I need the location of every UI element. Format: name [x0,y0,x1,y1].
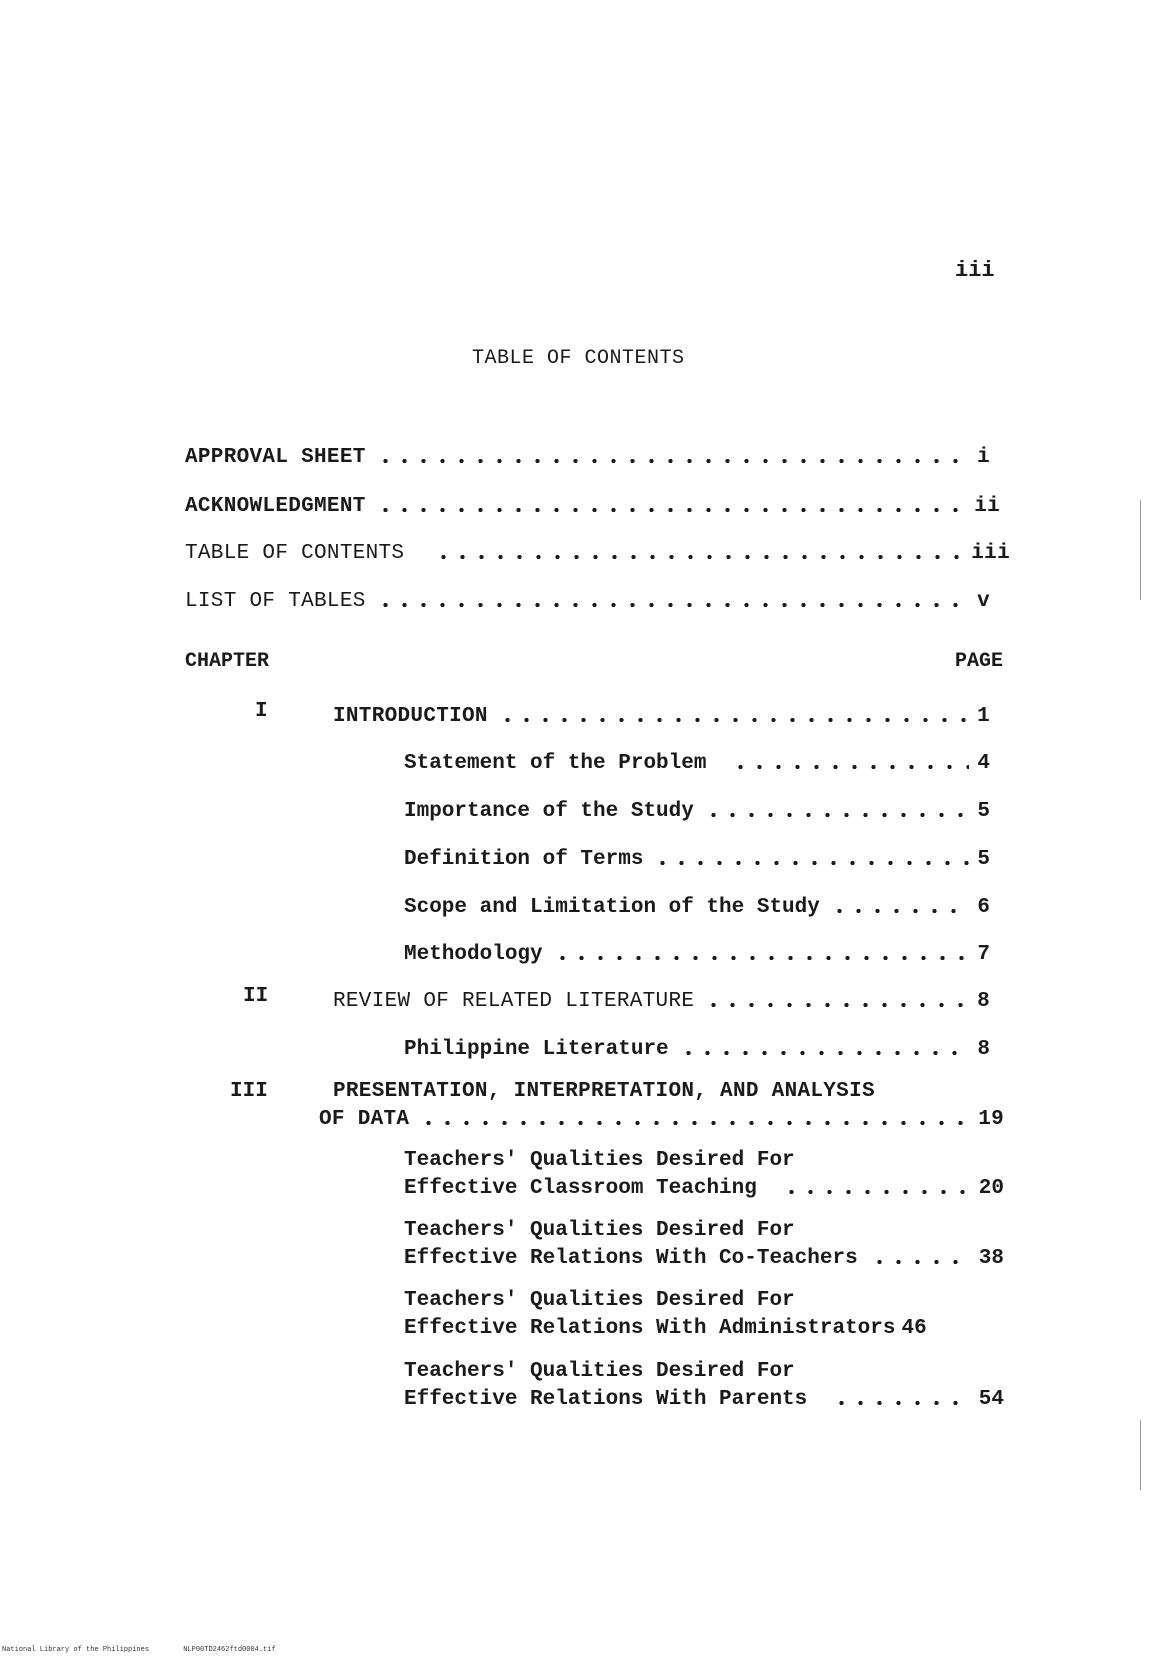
dot-leader [419,1121,970,1125]
chapter-title-line1: PRESENTATION, INTERPRETATION, AND ANALYSIS [333,1080,875,1103]
footer-library: National Library of the Philippines [2,1646,150,1654]
toc-entry-page: i [977,446,990,469]
section-label: Definition of Terms [404,848,644,871]
section-page: 7 [977,943,990,966]
section-label-line2: Effective Relations With Parents [404,1388,808,1411]
section-page: 54 [978,1388,1004,1411]
dot-leader [653,861,969,865]
toc-entry-label: LIST OF TABLES [185,590,366,613]
section-entry [404,1033,990,1061]
section-entry [404,938,990,966]
scan-edge-mark [1140,1420,1141,1490]
toc-entry-label: ACKNOWLEDGMENT [185,495,366,518]
dot-leader [870,1260,971,1264]
toc-entry-label: APPROVAL SHEET [185,446,366,469]
chapter-numeral: I [255,700,268,723]
dot-leader [832,1401,971,1405]
scan-edge-mark [1140,500,1141,600]
section-entry [404,747,990,775]
footer [2,1646,306,1654]
section-page: 6 [977,896,990,919]
toc-entry [185,441,990,469]
chapter-header: CHAPTER [185,650,270,673]
section-page: 46 [901,1317,927,1340]
footer-file: NLP00TD2462ftd0004.tif [183,1646,276,1654]
chapter-page: 8 [977,990,990,1013]
section-entry [404,891,990,919]
page-header: PAGE [955,650,1004,673]
dot-leader [704,1003,969,1007]
dot-leader [434,555,963,559]
section-label-line1: Teachers' Qualities Desired For [404,1219,795,1242]
section-label: Importance of the Study [404,800,694,823]
toc-entry-page: iii [971,542,1010,565]
dot-leader [679,1051,970,1055]
section-entry [404,1383,1004,1411]
toc-entry-label: TABLE OF CONTENTS [185,542,405,565]
chapter-entry [333,985,990,1013]
toc-entry-page: ii [974,495,1000,518]
chapter-title: INTRODUCTION [333,705,488,728]
section-page: 4 [977,752,990,775]
chapter-page: 19 [978,1108,1004,1131]
section-entry [404,1242,1004,1270]
page-title: TABLE OF CONTENTS [472,347,685,370]
chapter-title: REVIEW OF RELATED LITERATURE [333,990,695,1013]
section-label-line1: Teachers' Qualities Desired For [404,1360,795,1383]
section-entry [404,1312,1004,1340]
dot-leader [731,765,969,769]
chapter-numeral: II [243,985,269,1008]
chapter-page: 1 [977,705,990,728]
dot-leader [376,508,967,512]
chapter-numeral: III [230,1080,268,1103]
toc-entry-page: v [977,590,990,613]
section-label-line2: Effective Relations With Co-Teachers [404,1247,858,1270]
section-page: 5 [977,848,990,871]
section-label-line1: Teachers' Qualities Desired For [404,1289,795,1312]
section-label-line2: Effective Classroom Teaching [404,1177,757,1200]
section-entry [404,1172,1004,1200]
section-page: 5 [977,800,990,823]
section-page: 38 [978,1247,1004,1270]
toc-entry [185,490,1000,518]
chapter-entry [333,700,990,728]
section-entry [404,843,990,871]
dot-leader [498,718,969,722]
dot-leader [376,603,969,607]
section-page: 8 [977,1038,990,1061]
chapter-title-line2: OF DATA [319,1108,410,1131]
dot-leader [830,909,970,913]
section-label: Methodology [404,943,543,966]
section-label: Philippine Literature [404,1038,669,1061]
toc-entry [185,537,1010,565]
dot-leader [553,956,970,960]
dot-leader [782,1190,971,1194]
section-label: Statement of the Problem [404,752,707,775]
section-page: 20 [978,1177,1004,1200]
section-label: Scope and Limitation of the Study [404,896,820,919]
toc-entry [185,585,990,613]
page-number: iii [955,258,995,283]
section-label-line2: Effective Relations With Administrators [404,1317,896,1340]
section-label-line1: Teachers' Qualities Desired For [404,1149,795,1172]
dot-leader [376,459,969,463]
section-entry [404,795,990,823]
dot-leader [704,813,970,817]
chapter-entry [319,1103,1004,1131]
